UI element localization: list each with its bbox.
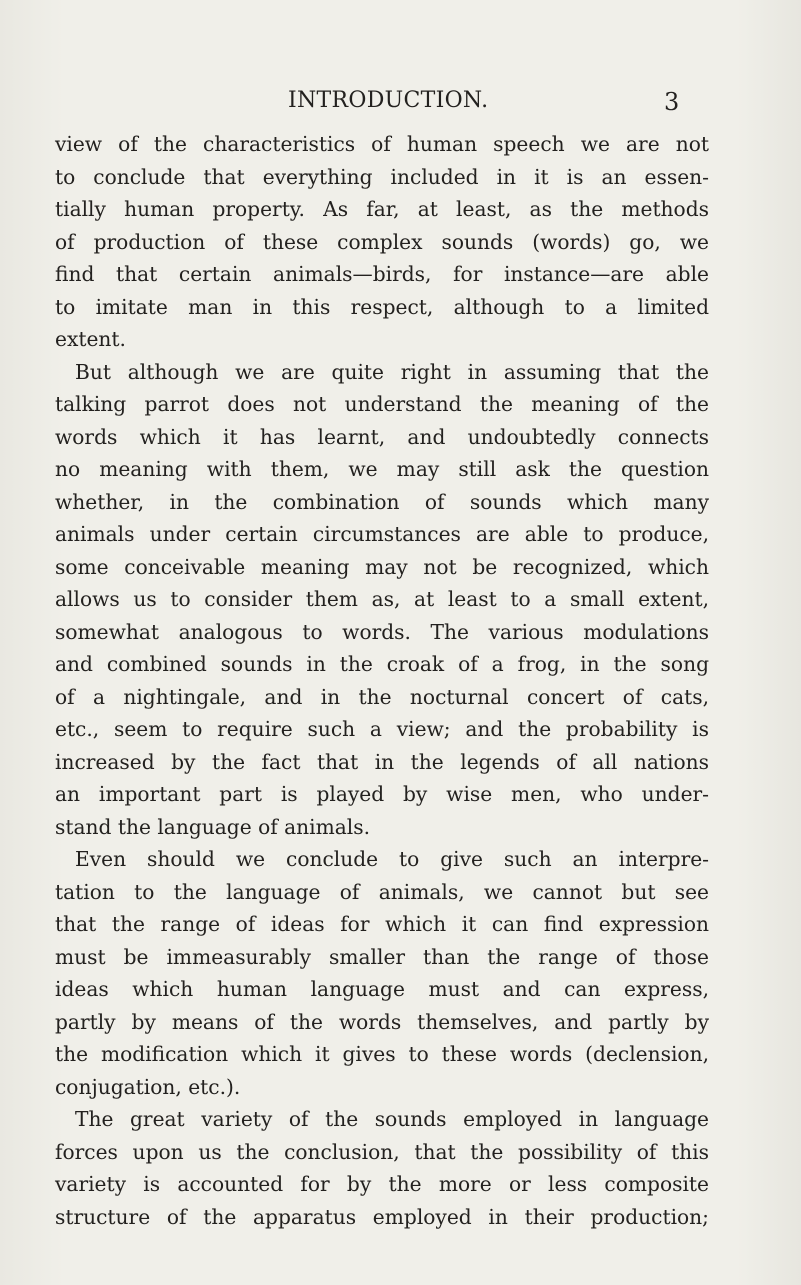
text-line: of a nightingale, and in the nocturnal concert of cats, xyxy=(55,684,709,709)
text-line: that the range of ideas for which it can find expression xyxy=(55,912,709,936)
text-line: words which it has learnt, and undoubtedly connects xyxy=(55,424,709,449)
text-line: the modification which it gives to these words (declension, xyxy=(55,1042,709,1066)
text-line: tially human property. As far, at least, as the methods xyxy=(55,197,709,221)
text-line: extent. xyxy=(55,327,126,351)
text-line: and combined sounds in the croak of a frog, in the song xyxy=(55,652,709,676)
text-line: tation to the language of animals, we cannot but see xyxy=(55,879,709,904)
text-line: animals under certain circumstances are able to produce, xyxy=(55,522,709,546)
text-line: find that certain animals—birds, for instance—are able xyxy=(55,262,709,286)
text-line: an important part is played by wise men, who under- xyxy=(55,782,709,806)
text-line: partly by means of the words themselves, and partly by xyxy=(55,1009,709,1034)
paragraph-start-line: But although we are quite right in assuming that the xyxy=(75,359,709,384)
text-line: no meaning with them, we may still ask the question xyxy=(55,457,709,481)
text-line: of production of these complex sounds (words) go, we xyxy=(55,229,709,254)
text-line: structure of the apparatus employed in their production; xyxy=(55,1204,709,1229)
text-line: view of the characteristics of human speech we are not xyxy=(55,132,709,156)
text-line: talking parrot does not understand the meaning of the xyxy=(55,392,709,416)
text-line: some conceivable meaning may not be recognized, which xyxy=(55,554,709,579)
running-title: INTRODUCTION. xyxy=(288,88,489,113)
text-line: stand the language of animals. xyxy=(55,814,371,839)
page-number: 3 xyxy=(664,88,680,116)
running-head xyxy=(0,88,801,122)
text-line: must be immeasurably smaller than the range of those xyxy=(55,944,709,969)
text-line: allows us to consider them as, at least to a small extent, xyxy=(55,587,709,611)
text-line: increased by the fact that in the legends of all nations xyxy=(55,749,709,774)
text-line: conjugation, etc.). xyxy=(55,1074,241,1099)
text-line: forces upon us the conclusion, that the possibility of this xyxy=(55,1139,709,1164)
paragraph-start-line: The great variety of the sounds employed in language xyxy=(75,1107,709,1131)
text-line: somewhat analogous to words. The various modulations xyxy=(55,619,709,644)
paragraph-start-line: Even should we conclude to give such an interpre- xyxy=(75,847,709,871)
text-line: to conclude that everything included in it is an essen- xyxy=(55,164,709,189)
text-line: variety is accounted for by the more or less composite xyxy=(55,1172,709,1196)
text-line: whether, in the combination of sounds which many xyxy=(55,489,709,514)
body-text xyxy=(55,128,709,1233)
text-line: to imitate man in this respect, although to a limited xyxy=(55,294,709,319)
text-line: ideas which human language must and can express, xyxy=(55,977,709,1001)
text-line: etc., seem to require such a view; and the probability is xyxy=(55,717,709,741)
